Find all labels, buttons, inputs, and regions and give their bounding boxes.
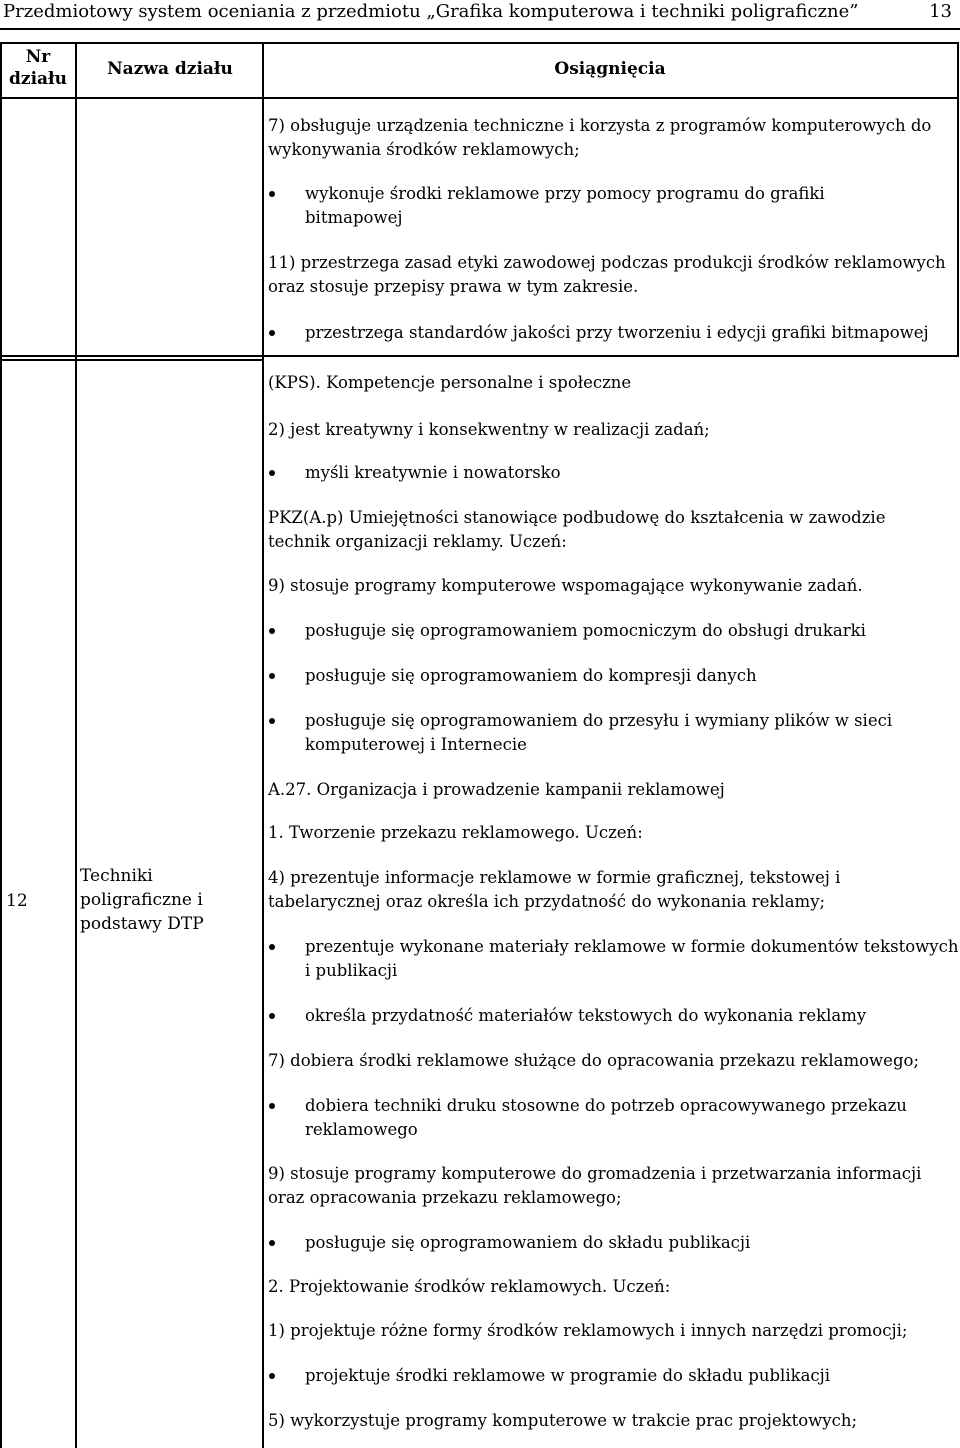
table-border-right: [957, 42, 959, 356]
achievement-text: 7) obsługuje urządzenia techniczne i korzysta z programów komputerowych do wykonywania środków reklamowych;: [268, 116, 932, 159]
col-header-achievements: Osiągnięcia: [554, 59, 666, 79]
achievement-text: 2. Projektowanie środków reklamowych. Uczeń:: [268, 1277, 671, 1296]
achievement-text: 4) prezentuje informacje reklamowe w formie graficznej, tekstowej i tabelarycznej oraz określa ich przydatność do wykonania reklamy;: [268, 868, 841, 911]
bullet-icon: [269, 673, 275, 679]
achievements-content: [268, 0, 959, 1448]
achievement-text: A.27. Organizacja i prowadzenie kampanii reklamowej: [268, 780, 725, 799]
table-border-left: [0, 42, 2, 1448]
achievement-bullet: przestrzega standardów jakości przy tworzeniu i edycji grafiki bitmapowej: [268, 321, 960, 345]
bullet-icon: [269, 1103, 275, 1109]
bullet-icon: [269, 1013, 275, 1019]
achievement-text: 1. Tworzenie przekazu reklamowego. Uczeń:: [268, 823, 643, 842]
section-number: 12: [6, 891, 28, 911]
bullet-icon: [269, 470, 275, 476]
achievement-bullet: dobiera techniki druku stosowne do potrzeb opracowywanego przekazu reklamowego: [268, 1094, 960, 1142]
achievement-text: 9) stosuje programy komputerowe do gromadzenia i przetwarzania informacji oraz opracowania przekazu reklamowego;: [268, 1164, 922, 1207]
bullet-icon: [269, 944, 275, 950]
section-name: Techniki poligraficzne i podstawy DTP: [80, 866, 204, 934]
achievement-bullet: określa przydatność materiałów tekstowych do wykonania reklamy: [268, 1004, 960, 1028]
table-border-col1: [75, 42, 77, 1448]
achievement-bullet: posługuje się oprogramowaniem do kompresji danych: [268, 664, 960, 688]
col-header-nr: Nr działu: [9, 47, 67, 89]
achievement-bullet: posługuje się oprogramowaniem pomocniczym do obsługi drukarki: [268, 619, 960, 643]
achievement-text: 7) dobiera środki reklamowe służące do opracowania przekazu reklamowego;: [268, 1051, 920, 1070]
bullet-icon: [269, 1240, 275, 1246]
achievement-bullet: projektuje środki reklamowe w programie do składu publikacji: [268, 1364, 960, 1388]
table-border-col2: [262, 42, 264, 1448]
col-header-name: Nazwa działu: [107, 59, 233, 79]
row-split-2: [0, 359, 264, 361]
achievement-bullet: prezentuje wykonane materiały reklamowe w formie dokumentów tekstowych i publikacji: [268, 935, 960, 983]
achievement-text: 1) projektuje różne formy środków reklamowych i innych narzędzi promocji;: [268, 1321, 908, 1340]
row-split-1: [0, 355, 264, 357]
achievement-text: 11) przestrzega zasad etyki zawodowej podczas produkcji środków reklamowych oraz stosuje przepisy prawa w tym zakresie.: [268, 253, 946, 296]
document-title: Przedmiotowy system oceniania z przedmiotu „Grafika komputerowa i techniki poligraficzne”: [3, 1, 859, 22]
achievement-text: 2) jest kreatywny i konsekwentny w realizacji zadań;: [268, 420, 710, 439]
bullet-icon: [269, 330, 275, 336]
achievement-bullet: posługuje się oprogramowaniem do przesyłu i wymiany plików w sieci komputerowej i Internecie: [268, 709, 960, 757]
achievement-text: PKZ(A.p) Umiejętności stanowiące podbudowę do kształcenia w zawodzie technik organizacji reklamy. Uczeń:: [268, 508, 886, 551]
bullet-icon: [269, 191, 275, 197]
page-number: 13: [929, 1, 952, 22]
achievement-text: 9) stosuje programy komputerowe wspomagające wykonywanie zadań.: [268, 576, 863, 595]
achievement-text: (KPS). Kompetencje personalne i społeczne: [268, 373, 632, 392]
achievement-bullet: posługuje się oprogramowaniem do składu publikacji: [268, 1231, 960, 1255]
bullet-icon: [269, 718, 275, 724]
achievement-text: 5) wykorzystuje programy komputerowe w trakcie prac projektowych;: [268, 1411, 858, 1430]
bullet-icon: [269, 628, 275, 634]
achievement-bullet: wykonuje środki reklamowe przy pomocy programu do grafiki bitmapowej: [268, 182, 925, 230]
bullet-icon: [269, 1373, 275, 1379]
achievement-bullet: myśli kreatywnie i nowatorsko: [268, 461, 945, 485]
